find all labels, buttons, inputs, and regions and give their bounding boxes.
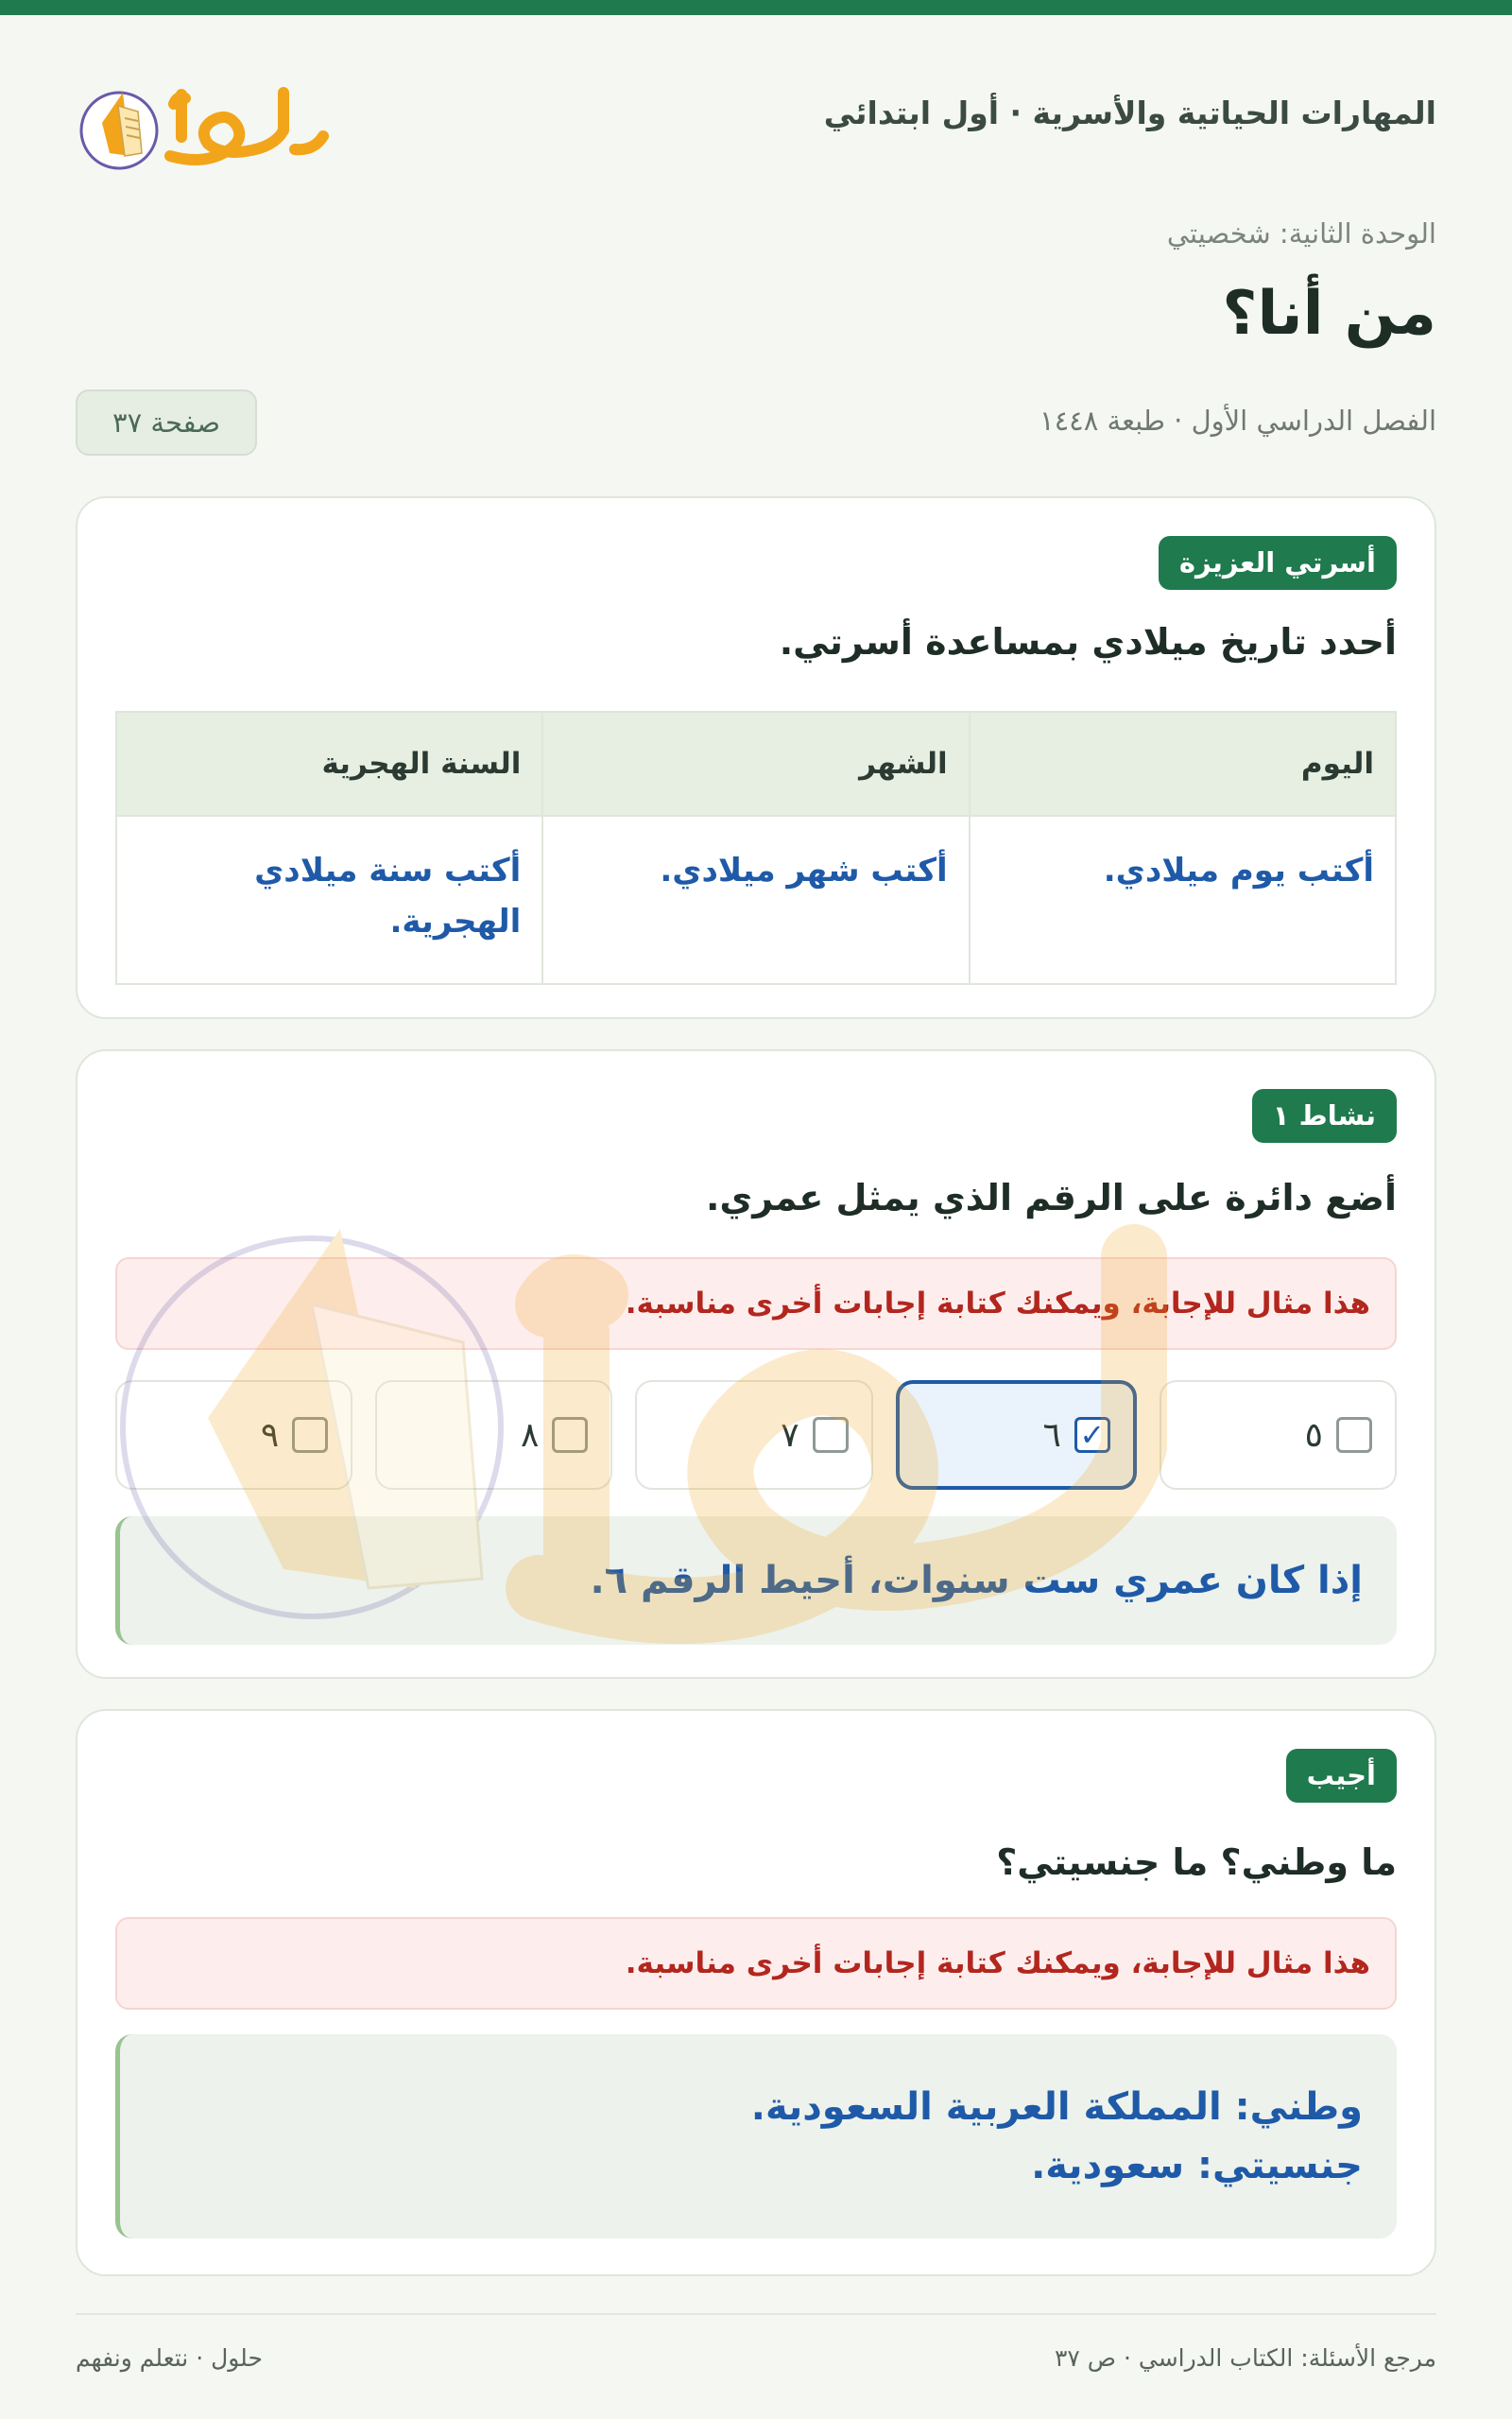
section-tag: أسرتي العزيزة [1159, 536, 1397, 590]
option-label: ٩ [260, 1415, 280, 1455]
table-header-day: اليوم [970, 712, 1396, 816]
lesson-title: من أنا؟ [1222, 279, 1436, 349]
checkbox-icon[interactable] [1336, 1417, 1372, 1453]
age-option-7[interactable] [635, 1380, 872, 1490]
answer-box [115, 1516, 1397, 1645]
section-tag: أجيب [1286, 1749, 1397, 1803]
example-notice: هذا مثال للإجابة، ويمكنك كتابة إجابات أخرى مناسبة. [115, 1917, 1397, 2010]
answer-text: إذا كان عمري ست سنوات، أحيط الرقم ٦. [590, 1559, 1363, 1602]
option-label: ٦ [1042, 1415, 1061, 1455]
option-label: ٥ [1304, 1415, 1323, 1455]
term-label: الفصل الدراسي الأول · طبعة ١٤٤٨ [1040, 405, 1436, 437]
question-text: أحدد تاريخ ميلادي بمساعدة أسرتي. [779, 621, 1397, 663]
checkbox-icon[interactable] [813, 1417, 849, 1453]
activity-card [76, 1049, 1436, 1679]
unit-label: الوحدة الثانية: شخصيتي [1166, 217, 1436, 250]
answer-line-country: وطني: المملكة العربية السعودية. [750, 2085, 1363, 2129]
table-cell-year: أكتب سنة ميلادي الهجرية. [116, 816, 542, 984]
page-number-badge: صفحة ٣٧ [76, 389, 257, 456]
age-option-8[interactable] [375, 1380, 612, 1490]
option-label: ٧ [781, 1415, 799, 1455]
footer-brand: حلول · نتعلم ونفهم [76, 2344, 263, 2372]
question-text: أضع دائرة على الرقم الذي يمثل عمري. [705, 1177, 1397, 1218]
table-cell-day: أكتب يوم ميلادي. [970, 816, 1396, 984]
top-accent-bar [0, 0, 1512, 15]
table-cell-month: أكتب شهر ميلادي. [542, 816, 969, 984]
example-notice: هذا مثال للإجابة، ويمكنك كتابة إجابات أخرى مناسبة. [115, 1257, 1397, 1350]
hulul-logo[interactable] [76, 66, 340, 189]
checkbox-icon[interactable] [292, 1417, 328, 1453]
family-card [76, 496, 1436, 1019]
option-label: ٨ [521, 1415, 540, 1455]
hulul-logo-icon [76, 66, 340, 189]
footer-divider [76, 2313, 1436, 2315]
section-tag: نشاط ١ [1252, 1089, 1397, 1143]
question-text: ما وطني؟ ما جنسيتي؟ [996, 1841, 1397, 1883]
page-header [76, 57, 1436, 180]
age-option-6[interactable] [896, 1380, 1137, 1490]
age-option-9[interactable] [115, 1380, 352, 1490]
answer-card [76, 1709, 1436, 2276]
age-options [115, 1380, 1397, 1490]
table-header-year: السنة الهجرية [116, 712, 542, 816]
age-option-5[interactable] [1160, 1380, 1397, 1490]
answer-line-nationality: جنسيتي: سعودية. [1031, 2144, 1363, 2187]
birthdate-table [115, 711, 1397, 985]
table-header-month: الشهر [542, 712, 969, 816]
footer-reference: مرجع الأسئلة: الكتاب الدراسي · ص ٣٧ [1054, 2344, 1436, 2372]
answer-box [115, 2034, 1397, 2238]
checkbox-icon[interactable] [552, 1417, 588, 1453]
subject-title: المهارات الحياتية والأسرية · أول ابتدائي [823, 95, 1436, 131]
checked-checkbox-icon[interactable]: ✓ [1074, 1417, 1110, 1453]
